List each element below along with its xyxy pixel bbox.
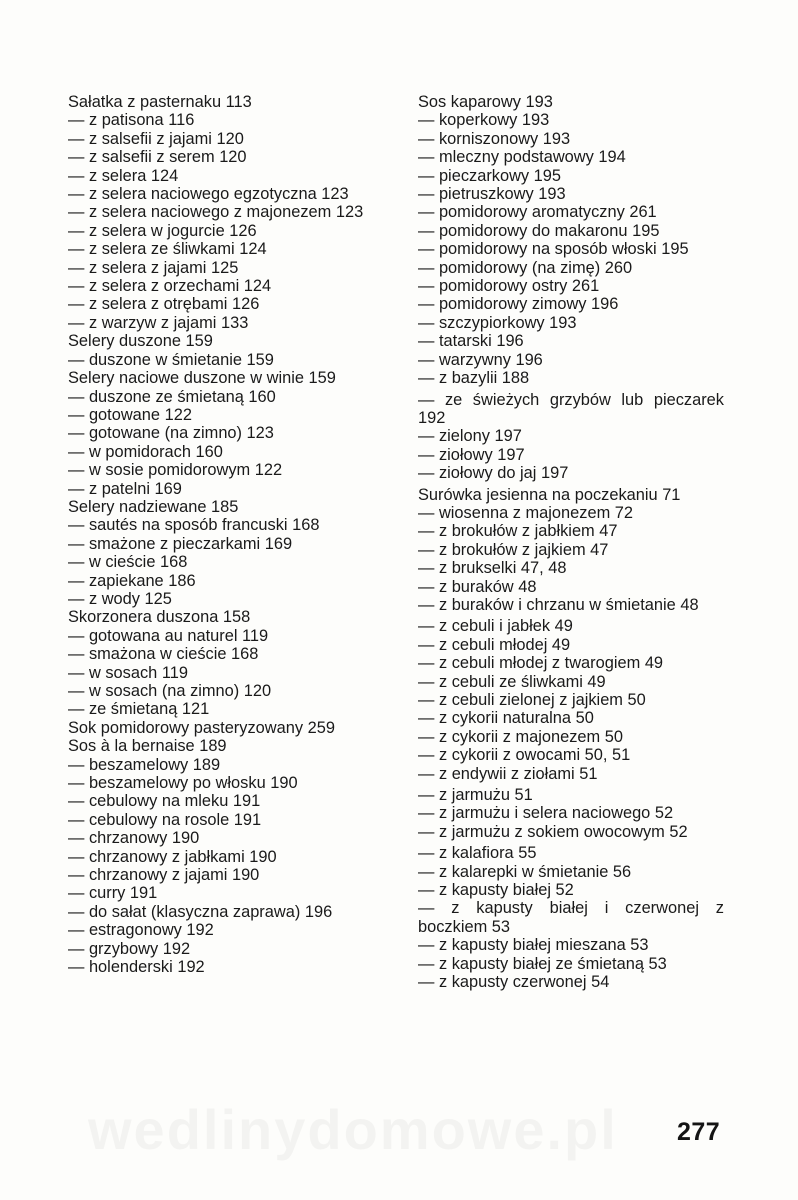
index-entry: — z selera z jajami 125 [68, 258, 239, 277]
index-entry: — z selera ze śliwkami 124 [68, 240, 267, 259]
index-entry: — w pomidorach 160 [68, 442, 223, 461]
index-entry: — z wody 125 [68, 589, 172, 608]
index-entry: — mleczny podstawowy 194 [418, 148, 626, 167]
index-entry: — w sosach (na zimno) 120 [68, 682, 272, 700]
index-entry: — z patisona 116 [68, 111, 195, 130]
index-entry: — pomidorowy aromatyczny 261 [418, 203, 657, 222]
index-entry: — z kapusty białej i czerwonej z boczkiem 53 [418, 899, 724, 936]
index-entry: — z jarmużu i selera naciowego 52 [418, 804, 674, 823]
index-entry: — smażone z pieczarkami 169 [68, 534, 293, 553]
index-entry: — z kapusty białej 52 [418, 881, 574, 900]
index-entry: — gotowane 122 [68, 405, 192, 424]
index-entry: Skorzonera duszona 158 [68, 608, 251, 627]
index-entry: — ze świeżych grzybów lub pieczarek 192 [418, 390, 724, 427]
index-entry: — duszone ze śmietaną 160 [68, 387, 276, 406]
index-entry: — beszamelowy po włosku 190 [68, 774, 298, 793]
index-entry: — wiosenna z majonezem 72 [418, 503, 634, 522]
index-entry: — koperkowy 193 [418, 111, 550, 130]
index-entry: — z kapusty białej mieszana 53 [418, 936, 649, 955]
index-entry: — smażona w cieście 168 [68, 645, 259, 664]
index-entry: — chrzanowy z jajami 190 [68, 866, 260, 885]
index-entry: — w sosach 119 [68, 663, 188, 682]
index-entry: Sos kaparowy 193 [418, 93, 553, 111]
page-number: 277 [677, 1118, 721, 1146]
index-entry: — gotowana au naturel 119 [68, 626, 269, 645]
index-entry: — pietruszkowy 193 [418, 185, 566, 204]
index-entry: — z cebuli i jabłek 49 [418, 617, 573, 636]
index-entry: — curry 191 [68, 884, 158, 903]
index-entry: — z warzyw z jajami 133 [68, 313, 249, 332]
index-entry: — z cebuli młodej z twarogiem 49 [418, 654, 664, 673]
index-entry: — pomidorowy do makaronu 195 [418, 221, 660, 240]
index-entry: — z patelni 169 [68, 479, 182, 498]
index-entry: — gotowane (na zimno) 123 [68, 424, 274, 443]
index-entry: Selery duszone 159 [68, 332, 213, 351]
index-entry: — do sałat (klasyczna zaprawa) 196 [68, 902, 333, 921]
index-entry: — estragonowy 192 [68, 921, 214, 940]
index-entry: — pomidorowy (na zimę) 260 [418, 258, 633, 277]
index-entry: — z kalarepki w śmietanie 56 [418, 862, 632, 881]
index-entry: — w sosie pomidorowym 122 [68, 461, 283, 480]
index-entry: Selery nadziewane 185 [68, 497, 239, 516]
index-entry: — z buraków i chrzanu w śmietanie 48 [418, 595, 699, 614]
index-entry: — warzywny 196 [418, 350, 543, 369]
index-entry: — grzybowy 192 [68, 939, 191, 958]
index-entry: — pomidorowy ostry 261 [418, 277, 600, 296]
index-entry: — pomidorowy zimowy 196 [418, 295, 619, 314]
index-entry: — zielony 197 [418, 427, 522, 446]
index-entry: — z salsefii z serem 120 [68, 148, 247, 167]
index-entry: Selery naciowe duszone w winie 159 [68, 369, 336, 388]
index-entry: — z brukselki 47, 48 [418, 559, 567, 578]
index-entry: — z brokułów z jabłkiem 47 [418, 522, 618, 541]
index-entry: — z endywii z ziołami 51 [418, 764, 598, 783]
index-entry: — zapiekane 186 [68, 571, 196, 590]
index-entry: — z selera w jogurcie 126 [68, 221, 257, 240]
index-entry: — z cebuli młodej 49 [418, 635, 571, 654]
index-entry: Sok pomidorowy pasteryzowany 259 [68, 718, 335, 737]
index-entry: — z jarmużu 51 [418, 786, 533, 805]
index-entry: — z selera naciowego egzotyczna 123 [68, 185, 349, 204]
index-entry: — z buraków 48 [418, 577, 537, 596]
index-entry: — ze śmietaną 121 [68, 700, 210, 719]
index-entry: — cebulowy na mleku 191 [68, 792, 261, 811]
index-entry: — z cykorii z owocami 50, 51 [418, 746, 631, 765]
index-entry: — z selera z otrębami 126 [68, 295, 260, 314]
index-entry: Sos à la bernaise 189 [68, 737, 227, 756]
index-entry: — z bazylii 188 [418, 369, 530, 388]
index-column-left [68, 93, 376, 977]
index-entry: — chrzanowy z jabłkami 190 [68, 847, 277, 866]
index-entry: — szczypiorkowy 193 [418, 313, 577, 332]
index-entry: — pieczarkowy 195 [418, 166, 562, 185]
index-entry: — korniszonowy 193 [418, 129, 571, 148]
index-entry: — pomidorowy na sposób włoski 195 [418, 240, 689, 259]
index-entry: — z kapusty czerwonej 54 [418, 973, 610, 992]
index-entry: — sautés na sposób francuski 168 [68, 516, 320, 535]
index-column-right [418, 93, 724, 992]
index-entry: — cebulowy na rosole 191 [68, 810, 262, 829]
index-entry: — z brokułów z jajkiem 47 [418, 540, 609, 559]
index-entry: — z salsefii z jajami 120 [68, 129, 244, 148]
index-entry: — holenderski 192 [68, 958, 205, 977]
watermark [88, 1097, 708, 1162]
index-entry: Surówka jesienna na poczekaniu 71 [418, 485, 681, 504]
index-entry: — z cebuli zielonej z jajkiem 50 [418, 691, 646, 709]
index-entry: — z cykorii z majonezem 50 [418, 727, 623, 746]
index-entry: — ziołowy do jaj 197 [418, 464, 569, 483]
index-entry: — tatarski 196 [418, 332, 524, 351]
index-entry: — z jarmużu z sokiem owocowym 52 [418, 822, 688, 841]
index-entry: — z selera z orzechami 124 [68, 277, 272, 296]
index-entry: Sałatka z pasternaku 113 [68, 93, 252, 111]
index-entry: — z cebuli ze śliwkami 49 [418, 672, 606, 691]
index-entry: — w cieście 168 [68, 553, 188, 572]
index-entry: — z cykorii naturalna 50 [418, 709, 594, 728]
index-entry: — chrzanowy 190 [68, 829, 200, 848]
index-entry: — duszone w śmietanie 159 [68, 350, 274, 369]
index-entry: — z selera 124 [68, 166, 179, 185]
index-entry: — z kapusty białej ze śmietaną 53 [418, 954, 667, 973]
index-entry: — z selera naciowego z majonezem 123 [68, 203, 364, 222]
index-entry: — ziołowy 197 [418, 445, 525, 464]
index-entry: — z kalafiora 55 [418, 844, 537, 863]
index-entry: — beszamelowy 189 [68, 755, 221, 774]
